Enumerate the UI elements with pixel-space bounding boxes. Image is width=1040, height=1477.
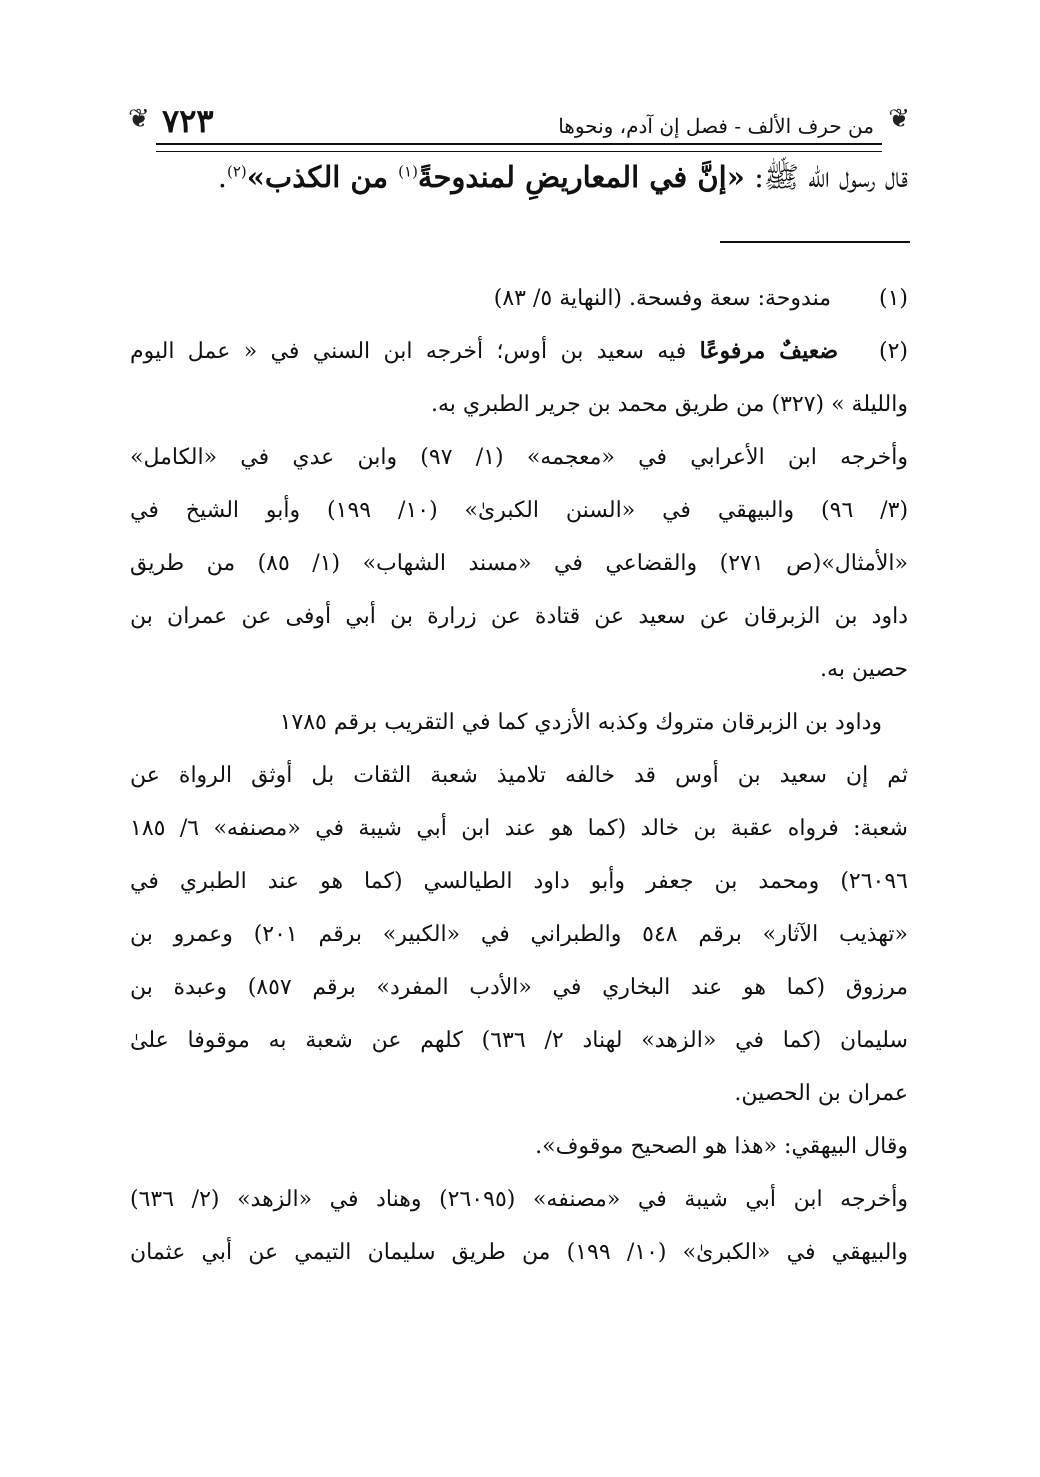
main-end: . xyxy=(217,160,227,194)
header-rule xyxy=(156,143,882,152)
footnotes xyxy=(130,272,908,1279)
main-text xyxy=(118,160,908,202)
footnote-line: سليمان (كما في «الزهد» لهناد ٢/ ٦٣٦) كلهم عن شعبة به موقوفا علىٰ xyxy=(130,1028,908,1053)
grading-label: ضعيفٌ مرفوعًا xyxy=(699,338,839,364)
footnote-2-number: (٢) xyxy=(879,339,908,364)
page-number: ٧٢٣ xyxy=(162,102,214,140)
footnote-line: وداود بن الزبرقان متروك وكذبه الأزدي كما في التقريب برقم ١٧٨٥ xyxy=(279,710,882,735)
footnote-2-line-1 xyxy=(130,325,908,378)
hadith-text-b: من الكذب» xyxy=(246,160,399,194)
hadith-text-a: «إنَّ في المعاريضِ لمندوحةً xyxy=(417,160,745,194)
footnote-line: عمران بن الحصين. xyxy=(734,1081,908,1106)
page-header xyxy=(128,94,910,148)
main-prefix: قال رسول الله ﷺ: xyxy=(744,160,908,194)
ornament-left-icon: ❦ xyxy=(128,104,150,134)
running-title: من حرف الألف - فصل إن آدم، ونحوها xyxy=(558,114,874,138)
footnote-line: (٣/ ٩٦) والبيهقي في «السنن الكبرىٰ» (١٠/ ١٩٩) وأبو الشيخ في xyxy=(130,498,908,523)
ornament-right-icon: ❦ xyxy=(888,104,910,134)
footnote-1-number: (١) xyxy=(878,286,908,311)
footnote-line: وقال البيهقي: «هذا هو الصحيح موقوف». xyxy=(535,1134,908,1159)
footnote-line: ثم إن سعيد بن أوس قد خالفه تلاميذ شعبة الثقات بل أوثق الرواة عن xyxy=(130,763,908,788)
footnote-line: «الأمثال»(ص ٢٧١) والقضاعي في «مسند الشهاب» (١/ ٨٥) من طريق xyxy=(130,551,908,576)
footnote-line: «تهذيب الآثار» برقم ٥٤٨ والطبراني في «الكبير» برقم ٢٠١) وعمرو بن xyxy=(130,922,908,947)
footnote-line: حصين به. xyxy=(820,657,908,682)
footnote-line: والبيهقي في «الكبرىٰ» (١٠/ ١٩٩) من طريق سليمان التيمي عن أبي عثمان xyxy=(130,1240,908,1265)
footnote-line: داود بن الزبرقان عن سعيد عن قتادة عن زرارة بن أبي أوفى عن عمران بن xyxy=(130,604,908,629)
footnote-line: شعبة: فرواه عقبة بن خالد (كما هو عند ابن أبي شيبة في «مصنفه» ٦/ ١٨٥ xyxy=(130,816,908,841)
footnote-marker-2[interactable]: (٢) xyxy=(227,162,247,181)
footnote-separator xyxy=(720,241,910,243)
footnote-marker-1[interactable]: (١) xyxy=(398,162,418,181)
footnote-line: والليلة » (٣٢٧) من طريق محمد بن جرير الطبري به. xyxy=(431,392,908,417)
footnote-line: وأخرجه ابن أبي شيبة في «مصنفه» (٢٦٠٩٥) وهناد في «الزهد» (٢/ ٦٣٦) xyxy=(130,1187,908,1212)
footnote-line: ٢٦٠٩٦) ومحمد بن جعفر وأبو داود الطيالسي (كما هو عند الطبري في xyxy=(130,869,908,894)
footnote-1-text: مندوحة: سعة وفسحة. (النهاية ٥/ ٨٣) xyxy=(493,286,831,311)
footnote-line: وأخرجه ابن الأعرابي في «معجمه» (١/ ٩٧) وابن عدي في «الكامل» xyxy=(130,445,908,470)
footnote-line: مرزوق (كما هو عند البخاري في «الأدب المفرد» برقم ٨٥٧) وعبدة بن xyxy=(130,975,908,1000)
footnote-2-text: فيه سعيد بن أوس؛ أخرجه ابن السني في « عمل اليوم xyxy=(130,339,700,364)
footnote-1 xyxy=(130,272,908,325)
